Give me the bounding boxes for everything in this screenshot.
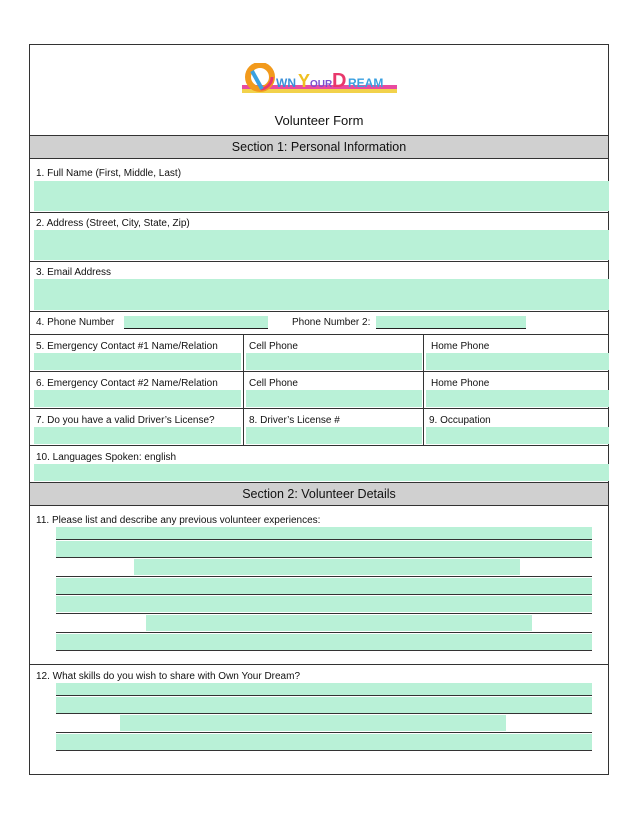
experience-line-fill[interactable] bbox=[56, 596, 592, 612]
skills-label: 12. What skills do you wish to share with Own Your Dream? bbox=[36, 671, 301, 682]
emergency-contact-2-field[interactable] bbox=[34, 390, 241, 407]
emergency-contact-1-field[interactable] bbox=[34, 353, 241, 370]
experience-line-fill[interactable] bbox=[134, 559, 520, 575]
divider bbox=[30, 212, 608, 213]
divider bbox=[30, 445, 608, 446]
svg-text:OUR: OUR bbox=[310, 79, 333, 90]
form-title: Volunteer Form bbox=[274, 113, 364, 128]
address-label: 2. Address (Street, City, State, Zip) bbox=[36, 218, 190, 229]
previous-experience-label: 11. Please list and describe any previous volunteer experiences: bbox=[36, 515, 321, 526]
languages-field[interactable] bbox=[34, 464, 609, 481]
svg-text:D: D bbox=[332, 70, 347, 92]
experience-line-fill[interactable] bbox=[56, 578, 592, 594]
divider bbox=[30, 261, 608, 262]
own-your-dream-logo-icon bbox=[240, 63, 400, 99]
phone-number-underline bbox=[124, 328, 268, 329]
ruled-line bbox=[56, 557, 592, 558]
drivers-license-question-field[interactable] bbox=[34, 427, 241, 444]
phone-number-2-underline bbox=[376, 328, 526, 329]
emergency-contact-1-label: 5. Emergency Contact #1 Name/Relation bbox=[36, 341, 218, 352]
skills-line-fill[interactable] bbox=[56, 697, 592, 713]
divider bbox=[30, 311, 608, 312]
drivers-license-number-field[interactable] bbox=[246, 427, 422, 444]
skills-line-fill[interactable] bbox=[56, 734, 592, 750]
phone-number-2-label: Phone Number 2: bbox=[292, 317, 371, 328]
divider bbox=[30, 664, 608, 665]
section-2-title: Section 2: Volunteer Details bbox=[242, 487, 396, 501]
full-name-field[interactable] bbox=[34, 181, 609, 211]
drivers-license-number-label: 8. Driver’s License # bbox=[249, 415, 340, 426]
ruled-line bbox=[56, 594, 592, 595]
divider bbox=[423, 334, 424, 445]
volunteer-form bbox=[29, 44, 609, 775]
emergency-1-cell-field[interactable] bbox=[246, 353, 422, 370]
divider bbox=[30, 408, 608, 409]
emergency-2-home-label: Home Phone bbox=[431, 378, 490, 389]
ruled-line bbox=[56, 650, 592, 651]
experience-line-fill[interactable] bbox=[56, 541, 592, 557]
divider bbox=[30, 334, 608, 335]
ruled-line bbox=[56, 539, 592, 540]
svg-text:REAM: REAM bbox=[348, 76, 384, 90]
svg-text:Y: Y bbox=[298, 71, 311, 91]
experience-line-fill[interactable] bbox=[146, 615, 532, 631]
section-1-header bbox=[30, 135, 608, 159]
skills-line-fill[interactable] bbox=[56, 683, 592, 695]
ruled-line bbox=[56, 576, 592, 577]
emergency-2-cell-label: Cell Phone bbox=[249, 378, 298, 389]
ruled-line bbox=[56, 695, 592, 696]
drivers-license-question-label: 7. Do you have a valid Driver’s License? bbox=[36, 415, 215, 426]
experience-line-fill[interactable] bbox=[56, 527, 592, 539]
divider bbox=[243, 334, 244, 445]
ruled-line bbox=[56, 632, 592, 633]
emergency-1-home-label: Home Phone bbox=[431, 341, 490, 352]
full-name-label: 1. Full Name (First, Middle, Last) bbox=[36, 168, 182, 179]
skills-line-fill[interactable] bbox=[120, 715, 506, 731]
emergency-1-cell-label: Cell Phone bbox=[249, 341, 298, 352]
ruled-line bbox=[56, 713, 592, 714]
email-label: 3. Email Address bbox=[36, 267, 112, 278]
emergency-contact-2-label: 6. Emergency Contact #2 Name/Relation bbox=[36, 378, 218, 389]
emergency-2-home-field[interactable] bbox=[426, 390, 609, 407]
emergency-2-cell-field[interactable] bbox=[246, 390, 422, 407]
divider bbox=[30, 371, 608, 372]
phone-number-2-field[interactable] bbox=[376, 316, 526, 328]
ruled-line bbox=[56, 750, 592, 751]
phone-number-label: 4. Phone Number bbox=[36, 317, 115, 328]
occupation-field[interactable] bbox=[426, 427, 609, 444]
section-2-header bbox=[30, 482, 608, 506]
logo bbox=[240, 63, 400, 99]
ruled-line bbox=[56, 613, 592, 614]
phone-number-field[interactable] bbox=[124, 316, 268, 328]
experience-line-fill[interactable] bbox=[56, 634, 592, 650]
occupation-label: 9. Occupation bbox=[429, 415, 491, 426]
languages-label: 10. Languages Spoken: english bbox=[36, 452, 177, 463]
emergency-1-home-field[interactable] bbox=[426, 353, 609, 370]
ruled-line bbox=[56, 732, 592, 733]
section-1-title: Section 1: Personal Information bbox=[231, 140, 407, 154]
svg-text:WN: WN bbox=[276, 76, 296, 90]
address-field[interactable] bbox=[34, 230, 609, 260]
email-field[interactable] bbox=[34, 279, 609, 310]
